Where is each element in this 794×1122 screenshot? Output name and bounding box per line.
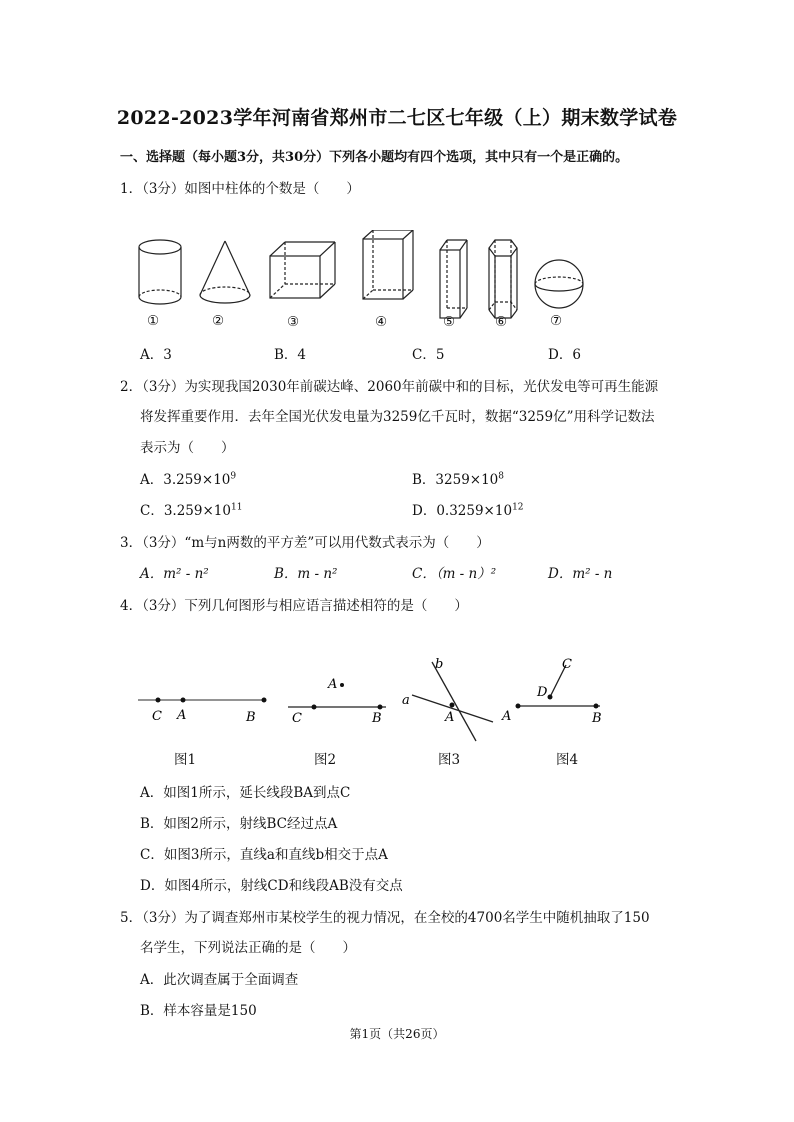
q1-shape-label: ⑦ — [550, 313, 563, 329]
fig1-point-c: C — [152, 709, 162, 724]
page-title: 2022-2023学年河南省郑州市二七区七年级（上）期末数学试卷 — [116, 107, 678, 129]
fig4-point-b: B — [592, 711, 602, 726]
q4-option-d: D．如图4所示，射线CD和线段AB没有交点 — [140, 878, 403, 894]
fig4-caption: 图4 — [556, 752, 579, 768]
q4-option-a: A．如图1所示，延长线段BA到点C — [140, 785, 351, 801]
q1-shape-label: ② — [212, 313, 225, 329]
q3-option-c: C．（m - n）² — [412, 566, 497, 582]
q1-shape-label: ④ — [375, 314, 388, 330]
q2-option-a: A．$3.259\times 10^9$ — [140, 471, 237, 488]
q2-option-b: B．$3259\times 10^8$ — [412, 471, 505, 488]
fig3-point-a: A — [445, 710, 455, 725]
figure-3 — [412, 662, 493, 741]
q5-stem-line2: 名学生，下列说法正确的是（ ） — [140, 940, 356, 956]
fig4-point-d: D — [537, 685, 548, 700]
fig1-point-b: B — [246, 710, 256, 725]
q1-option-a: A．3 — [140, 347, 172, 363]
q1-shape-label: ⑤ — [443, 314, 456, 330]
fig2-caption: 图2 — [314, 752, 337, 768]
fig3-line-a: a — [402, 693, 410, 708]
q1-option-d: D．6 — [548, 347, 581, 363]
fig1-caption: 图1 — [174, 752, 197, 768]
cuboid-figure — [270, 242, 335, 298]
q2-stem-line3: 表示为（ ） — [140, 440, 235, 456]
q4-geometry-figures — [130, 650, 620, 750]
fig3-line-b: b — [435, 657, 444, 672]
q3-stem: 3．（3分）“m与n两数的平方差”可以用代数式表示为（ ） — [120, 535, 490, 551]
q1-shape-label: ③ — [287, 314, 300, 330]
section-heading: 一、选择题（每小题3分，共30分）下列各小题均有四个选项，其中只有一个是正确的。 — [120, 150, 629, 165]
q1-shape-label: ① — [147, 313, 160, 329]
cube-figure — [363, 230, 413, 299]
fig3-caption: 图3 — [438, 752, 461, 768]
hexagonal-prism-figure — [489, 240, 517, 318]
page-footer: 第1页（共26页） — [349, 1027, 445, 1041]
fig2-point-a: A — [328, 677, 338, 692]
q3-option-b: B．m - n² — [274, 566, 338, 582]
q5-stem-line1: 5．（3分）为了调查郑州市某校学生的视力情况，在全校的4700名学生中随机抽取了150 — [120, 910, 650, 926]
q5-option-a: A．此次调查属于全面调查 — [140, 972, 299, 988]
fig2-point-c: C — [292, 711, 302, 726]
q2-stem-line1: 2．（3分）为实现我国2030年前碳达峰、2060年前碳中和的目标，光伏发电等可再生能源 — [120, 379, 659, 395]
figure-1 — [138, 698, 267, 703]
fig4-point-a: A — [502, 709, 512, 724]
cone-figure — [200, 241, 250, 303]
fig1-point-a: A — [177, 708, 187, 723]
sphere-figure — [535, 260, 583, 308]
q4-stem: 4．（3分）下列几何图形与相应语言描述相符的是（ ） — [120, 598, 468, 614]
q2-stem-line2: 将发挥重要作用．去年全国光伏发电量为3259亿千瓦时，数据“3259亿”用科学记数法 — [140, 409, 655, 425]
fig4-point-c: C — [562, 657, 572, 672]
q2-option-d: D．$0.3259\times 10^{12}$ — [412, 502, 524, 519]
q5-option-b: B．样本容量是150 — [140, 1003, 257, 1019]
q1-stem: 1．（3分）如图中柱体的个数是（ ） — [120, 181, 360, 197]
q1-option-b: B．4 — [274, 347, 307, 363]
tall-prism-figure — [440, 240, 467, 318]
q3-option-d: D．m² - n — [548, 566, 613, 582]
q2-option-c: C．$3.259\times 10^{11}$ — [140, 502, 243, 519]
q1-shape-label: ⑥ — [495, 314, 508, 330]
q1-option-c: C．5 — [412, 347, 445, 363]
fig2-point-b: B — [372, 711, 382, 726]
q4-option-c: C．如图3所示，直线a和直线b相交于点A — [140, 847, 388, 863]
q3-option-a: A．m² - n² — [140, 566, 209, 582]
figure-4 — [516, 665, 601, 709]
q4-option-b: B．如图2所示，射线BC经过点A — [140, 816, 338, 832]
cylinder-figure — [139, 240, 181, 304]
q1-solid-figures — [125, 230, 595, 340]
